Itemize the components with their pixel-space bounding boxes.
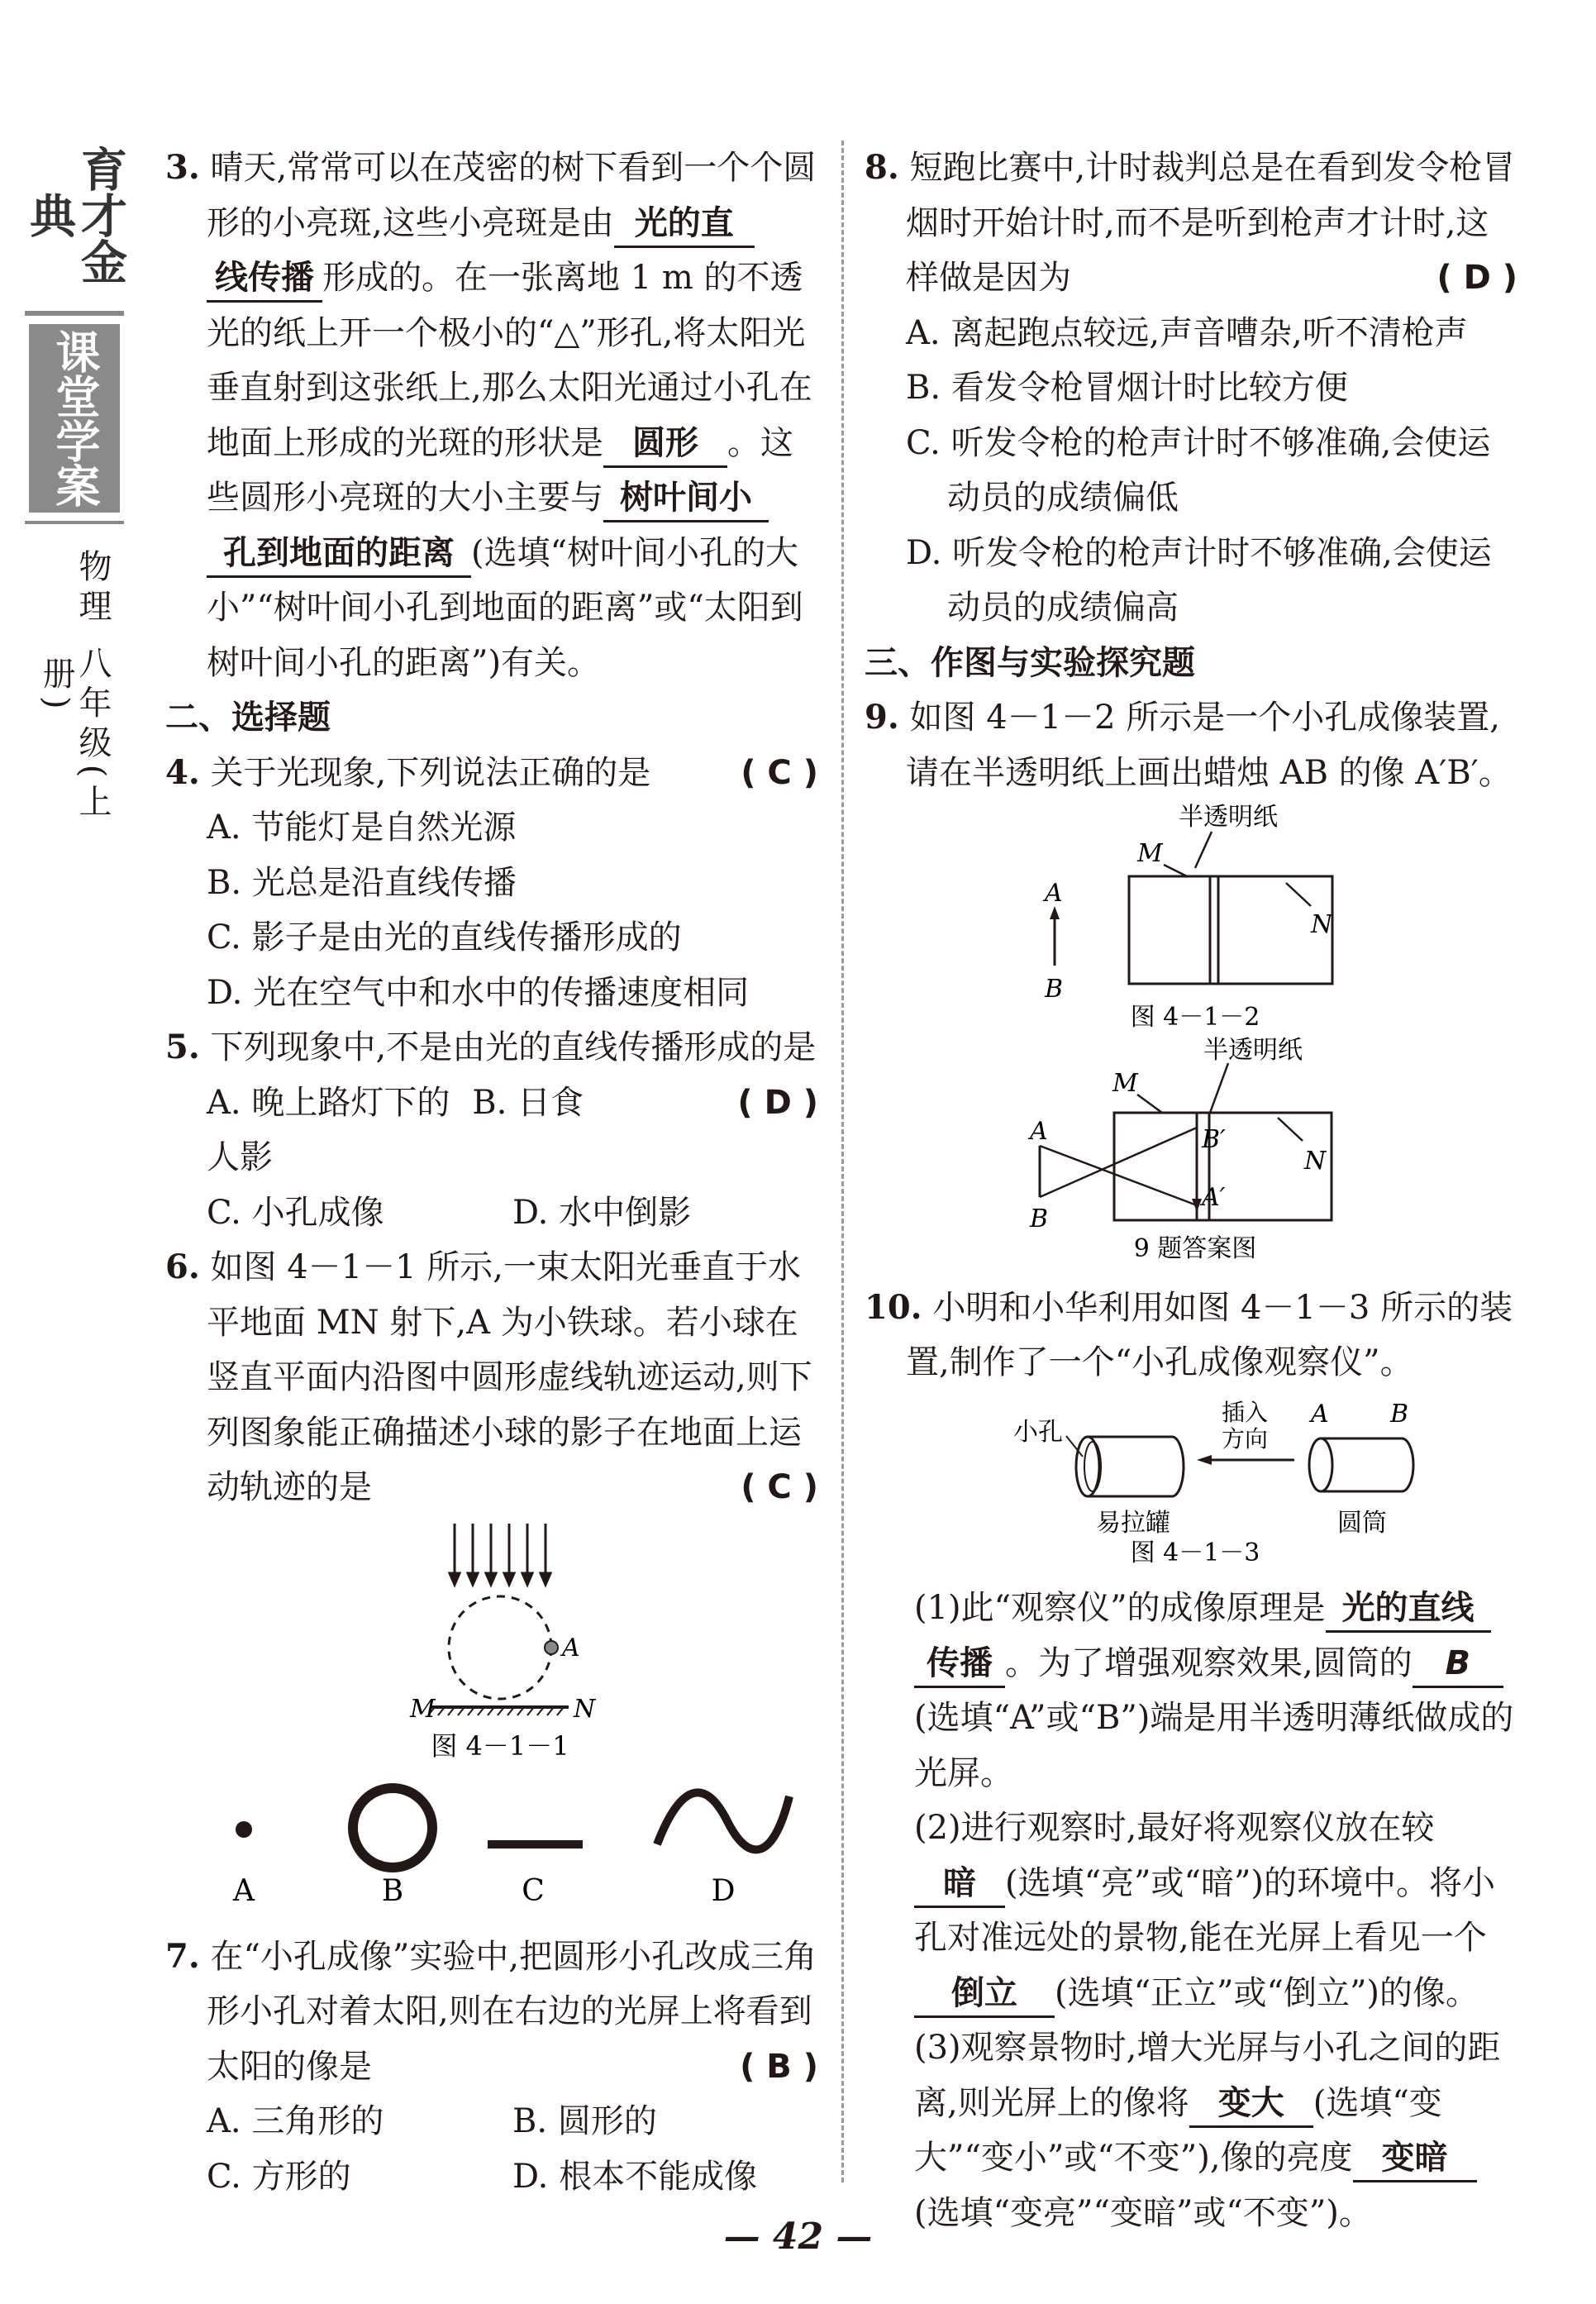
fig3-direction-label: 方向 [1222, 1424, 1269, 1453]
fig2-label-a-prime: A′ [1202, 1183, 1226, 1212]
figure-4-1-2 [865, 800, 1517, 1263]
fig1-label-a: A [1045, 879, 1063, 908]
question-6: 6. 如图 4－1－1 所示,一束太阳光垂直于水平地面 MN 射下,A 为小铁球。若小球在竖直平面内沿图中圆形虚线轨迹运动,则下列图象能正确描述小球的影子在地面上运动轨迹的是 ( C ) [165, 1240, 818, 1515]
q8-option-b: B. 看发令枪冒烟计时比较方便 [906, 369, 1348, 407]
fig1-label-m: M [1137, 839, 1163, 868]
fig1-label-b: B [1045, 975, 1064, 1004]
choice-d-wave [657, 1792, 789, 1849]
label-m: M [410, 1694, 436, 1724]
q5-options-row-1 [165, 1076, 737, 1185]
question-3: 3. 晴天,常常可以在茂密的树下看到一个个圆形的小亮斑,这些小亮斑是由 光的直线传播 形成的。在一张离地 1 m 的不透光的纸上开一个极小的“△”形孔,将太阳光垂直射到这张纸上,那么太阳光通过小孔在地面上形成的光斑的形状是 圆形 。这些圆形小亮斑的大小主要与 树叶间小孔到地面的距离 (选填“树叶间小孔的大小”“树叶间小孔到地面的距离”或“太阳到树叶间小孔的距离”)有关。 [165, 148, 817, 682]
figure-caption: 图 4－1－1 [431, 1729, 569, 1762]
choice-label-a: A [233, 1874, 255, 1908]
q4-answer: ( C ) [741, 753, 818, 792]
q3-blank-1a: 光的直 [614, 201, 755, 248]
question-7: 7. 在“小孔成像”实验中,把圆形小孔改成三角形小孔对着太阳,则在右边的光屏上将看到太阳的像是 ( B ) [165, 1930, 818, 2095]
q3-blank-3b: 孔到地面的距离 [207, 531, 471, 578]
q7-answer: ( B ) [740, 2047, 818, 2086]
choice-b-circle [353, 1788, 432, 1868]
choice-label-d: D [711, 1874, 736, 1908]
question-5: 5. 下列现象中,不是由光的直线传播形成的是 ( D ) [165, 1020, 818, 1076]
q5-option-c: C. 小孔成像 [207, 1193, 384, 1232]
figure-4-1-3 [865, 1391, 1517, 1564]
choice-label-b: B [381, 1874, 404, 1908]
column-divider [841, 141, 844, 2182]
fig3-label-a: A [1311, 1399, 1329, 1429]
question-9: 9. 如图 4－1－2 所示是一个小孔成像装置,请在半透明纸上画出蜡烛 AB 的像 A′B′。 [865, 698, 1512, 792]
q3-blank-3a: 树叶间小 [603, 475, 769, 522]
q7-option-b: B. 圆形的 [512, 2102, 657, 2140]
q8-option-c: C. 听发令枪的枪声计时不够准确,会使运动员的成绩偏低 [906, 423, 1491, 517]
q10-blank-2: B [1413, 1641, 1503, 1688]
page-number: — 42 — [723, 2216, 873, 2258]
q10-blank-6: 变暗 [1353, 2135, 1477, 2182]
sunlight-arrows [450, 1524, 550, 1585]
q7-options-row-1 [165, 2094, 818, 2149]
q8-option-d: D. 听发令枪的枪声计时不够准确,会使运动员的成绩偏高 [906, 533, 1492, 627]
q10-blank-4: 倒立 [914, 1971, 1055, 2018]
subject-label: 物理 八年级(上册) [37, 548, 112, 824]
fig2-label-b-prime: B′ [1202, 1125, 1226, 1154]
q10-part-2: (2)进行观察时,最好将观察仪放在较暗 (选填“亮”或“暗”)的环境中。将小孔对准远处的景物,能在光屏上看见一个倒立 (选填“正立”或“倒立”)的像。 [865, 1801, 1517, 2020]
q10-blank-3: 暗 [914, 1861, 1005, 1908]
q4-option-a: A. 节能灯是自然光源 [207, 809, 517, 847]
q8-option-a: A. 离起跑点较远,声音嘈杂,听不清枪声 [906, 313, 1468, 352]
sidebar-rule-2 [25, 521, 124, 524]
fig2-caption: 9 题答案图 [1133, 1234, 1257, 1263]
figure-4-1-1 [165, 1515, 818, 1763]
q5-answer: ( D ) [737, 1083, 818, 1122]
q5-option-b: B. 日食 [472, 1083, 584, 1122]
fig1-can [1129, 876, 1210, 984]
q6-choice-figures [165, 1780, 818, 1912]
fig3-caption: 图 4－1－3 [1130, 1538, 1260, 1564]
fig3-label-b: B [1390, 1399, 1409, 1429]
q3-blank-2: 圆形 [603, 421, 727, 468]
fig2-label-m: M [1112, 1069, 1138, 1098]
question-8: 8. 短跑比赛中,计时裁判总是在看到发令枪冒烟时开始计时,而不是听到枪声才计时,这样做是因为 ( D ) [865, 141, 1517, 306]
fig1-paper-label: 半透明纸 [1179, 803, 1278, 832]
fig3-insert-label: 插入 [1222, 1398, 1269, 1426]
q10-blank-1a: 光的直线 [1326, 1586, 1491, 1633]
brand-title: 育才金典 [22, 145, 127, 284]
q3-blank-1b: 线传播 [207, 255, 322, 303]
q8-answer: ( D ) [1436, 259, 1517, 297]
q4-option-c: C. 影子是由光的直线传播形成的 [207, 918, 682, 956]
choice-a-dot [236, 1821, 252, 1838]
question-4: ( C ) 4. 关于光现象,下列说法正确的是 [165, 746, 818, 801]
fig3-tube-label: 圆筒 [1337, 1508, 1387, 1538]
q5-options-row-2 [165, 1185, 818, 1241]
label-n: N [574, 1694, 596, 1724]
fig1-caption: 图 4－1－2 [1130, 1003, 1260, 1032]
fig3-can-label: 易拉罐 [1096, 1508, 1170, 1538]
left-column [165, 141, 818, 2204]
fig2-label-b: B [1030, 1204, 1049, 1233]
section-box-label: 课堂学案 [29, 324, 120, 513]
q7-option-c: C. 方形的 [207, 2157, 351, 2196]
q10-part-1: (1)此“观察仪”的成像原理是 光的直线传播 。为了增强观察效果,圆筒的 B(选填“A”或“B”)端是用半透明薄纸做成的光屏。 [865, 1581, 1517, 1801]
label-a: A [562, 1633, 580, 1662]
q7-option-a: A. 三角形的 [207, 2102, 384, 2140]
right-column [865, 141, 1517, 2240]
q10-blank-1b: 传播 [914, 1641, 1005, 1688]
q6-answer: ( C ) [741, 1468, 818, 1506]
question-10: 10. 小明和小华利用如图 4－1－3 所示的装置,制作了一个“小孔成像观察仪”。 [865, 1287, 1513, 1381]
iron-ball [545, 1641, 558, 1654]
section-2-heading: 二、选择题 [165, 699, 331, 737]
fig2-paper-label: 半透明纸 [1203, 1036, 1303, 1065]
sidebar-rule [25, 311, 124, 316]
dashed-circle-path [449, 1596, 551, 1699]
sidebar [20, 132, 129, 827]
q5-option-a: A. 晚上路灯下的人影 [207, 1083, 450, 1176]
q7-options-row-2 [165, 2149, 818, 2205]
q7-option-d: D. 根本不能成像 [512, 2157, 758, 2196]
fig2-label-a: A [1030, 1117, 1048, 1146]
fig1-label-n: N [1311, 910, 1333, 939]
q4-option-d: D. 光在空气中和水中的传播速度相同 [207, 973, 750, 1012]
q4-option-b: B. 光总是沿直线传播 [207, 863, 517, 902]
choice-label-c: C [522, 1874, 545, 1908]
fig2-label-n: N [1304, 1147, 1327, 1176]
q10-blank-5: 变大 [1189, 2081, 1313, 2128]
q10-part-3: (3)观察景物时,增大光屏与小孔之间的距离,则光屏上的像将 变大 (选填“变大”“变小”或“不变”),像的亮度 变暗(选填“变亮”“变暗”或“不变”)。 [914, 2029, 1501, 2232]
q5-option-d: D. 水中倒影 [512, 1193, 692, 1232]
section-3-heading: 三、作图与实验探究题 [865, 643, 1195, 682]
fig3-hole-label: 小孔 [1013, 1417, 1063, 1447]
